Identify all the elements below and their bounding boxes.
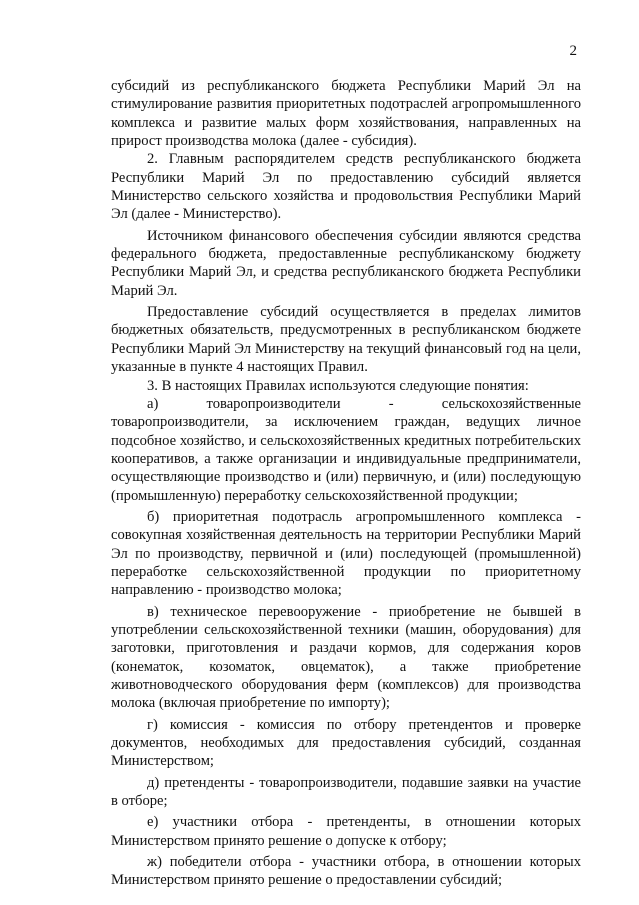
definition-b-priority-subsector: б) приоритетная подотрасль агропромышленного комплекса - совокупная хозяйственная деятельность на территории Республики Марий Эл по производству, первичной и (или) последующей (промышленной) переработке сельскохозяйственной продукции по приоритетному направлению - производство молока;: [111, 508, 581, 599]
page-number: 2: [569, 43, 577, 59]
definition-f-selection-participants: е) участники отбора - претенденты, в отношении которых Министерством принято решение о допуске к отбору;: [111, 814, 581, 849]
document-body: [111, 77, 581, 890]
paragraph-budget-limits: Предоставление субсидий осуществляется в пределах лимитов бюджетных обязательств, предусмотренных в республиканском бюджете Республики Марий Эл Министерству на текущий финансовый год на цели, указанные в пункте 4 настоящих Правил.: [111, 304, 581, 376]
definition-e-applicants: д) претенденты - товаропроизводители, подавшие заявки на участие в отборе;: [111, 774, 581, 810]
paragraph-funding-sources: Источником финансового обеспечения субсидии являются средства федерального бюджета, предоставленные республиканскому бюджету Республики Марий Эл, и средства республиканского бюджета Республики Марий Эл.: [111, 227, 581, 299]
definition-g-selection-winners: ж) победители отбора - участники отбора, в отношении которых Министерством принято решение о предоставлении субсидий;: [111, 854, 581, 889]
paragraph-item-3-definitions: 3. В настоящих Правилах используются следующие понятия:: [147, 377, 529, 394]
definition-c-technical-reequipment: в) техническое перевооружение - приобретение не бывшей в употреблении сельскохозяйственной техники (машин, оборудования) для заготовки, приготовления и раздачи кормов, для содержания коров (конематок, козоматок, овцематок), а также приобретение животноводческого оборудования ферм (комплексов) для производства молока (включая приобретение по импорту);: [111, 603, 581, 712]
definition-d-commission: г) комиссия - комиссия по отбору претендентов и проверке документов, необходимых для предоставления субсидий, созданная Министерством;: [111, 716, 581, 770]
definition-a-producers: а) товаропроизводители - сельскохозяйственные товаропроизводители, за исключением граждан, ведущих личное подсобное хозяйство, и сельскохозяйственных кредитных потребительских кооперативов, а также организации и индивидуальные предприниматели, осуществляющие производство и (или) первичную, и (или) последующую (промышленную) переработку сельскохозяйственной продукции;: [111, 395, 581, 504]
paragraph-subsidy-purpose: субсидий из республиканского бюджета Республики Марий Эл на стимулирование развития приоритетных подотраслей агропромышленного комплекса и развитие малых форм хозяйствования, направленных на прирост производства молока (далее - субсидия).: [111, 78, 581, 150]
paragraph-item-2-main-administrator: 2. Главным распорядителем средств республиканского бюджета Республики Марий Эл по предоставлению субсидий является Министерство сельского хозяйства и продовольствия Республики Марий Эл (далее - Министерство).: [111, 151, 581, 223]
